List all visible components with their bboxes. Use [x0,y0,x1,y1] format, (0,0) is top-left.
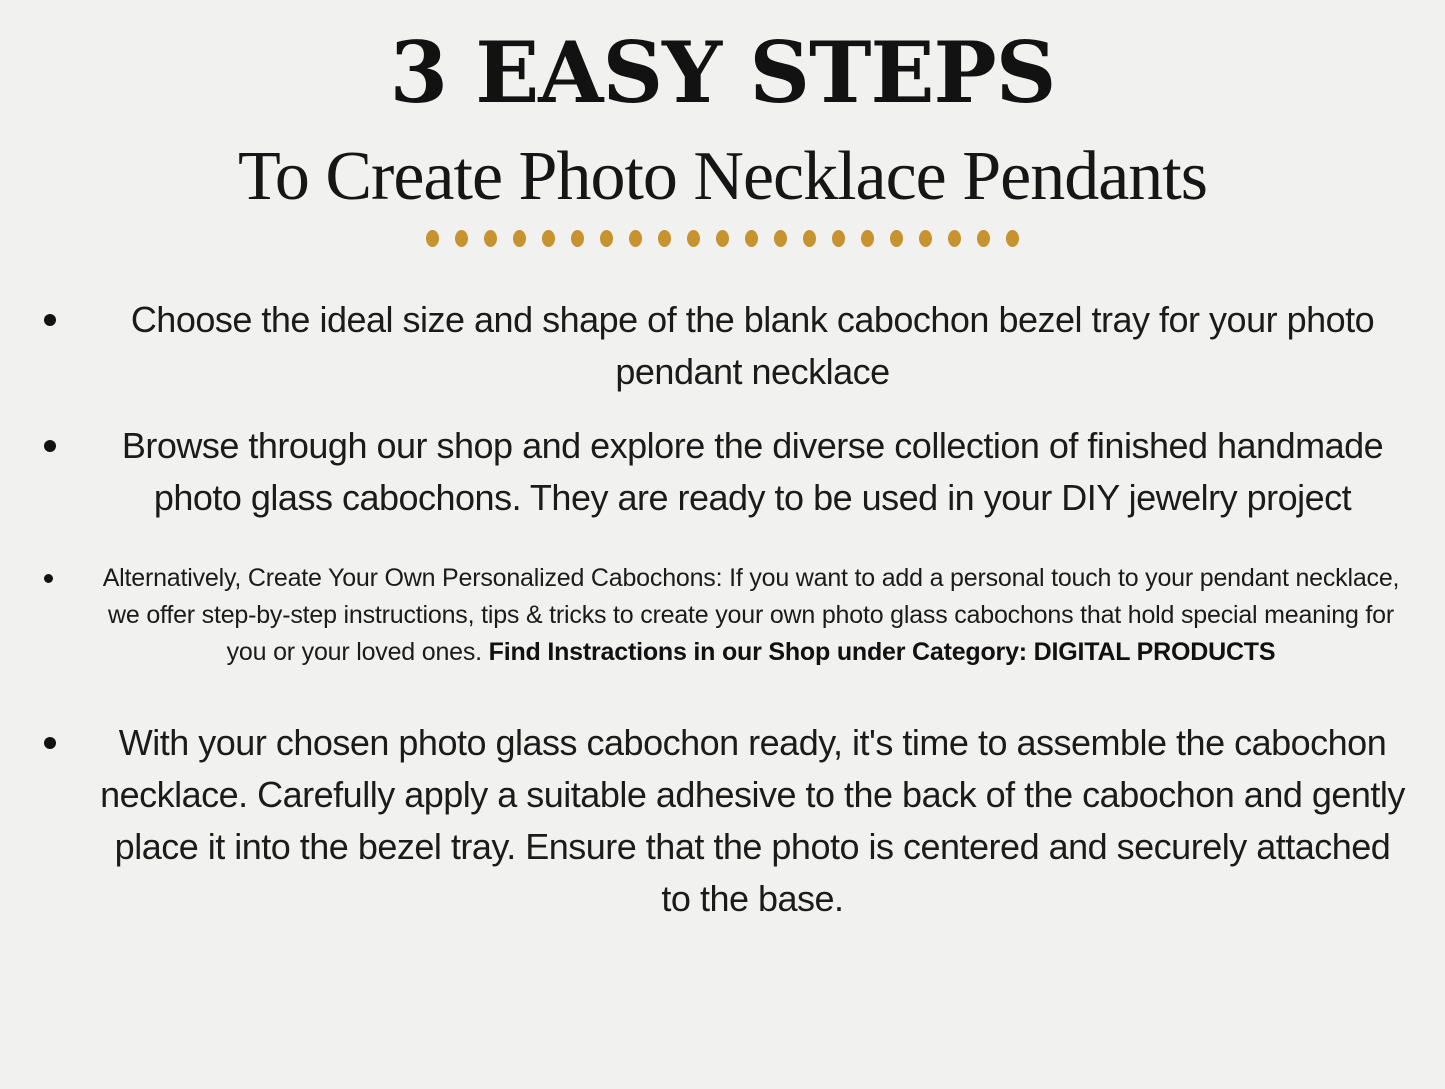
divider-dot [803,230,816,247]
divider-dot [629,230,642,247]
page-header [0,0,1445,248]
step-text-main: With your chosen photo glass cabochon ready, it's time to assemble the cabochon necklace. Carefully apply a suitable adhesive to the back of the cabochon and gently place it into the bezel tray. Ensure that the photo is centered and securely attached to the base. [100,722,1405,920]
step-text-main: Choose the ideal size and shape of the blank cabochon bezel tray for your photo pendant necklace [130,299,1375,393]
divider-dot [1006,230,1019,247]
divider-dot [513,230,526,247]
bullet-icon [44,574,53,583]
step-item-3 [36,560,1409,671]
page-subtitle: To Create Photo Necklace Pendants [237,138,1207,216]
divider-dot [600,230,613,247]
divider-dot [484,230,497,247]
divider-dot [948,230,961,247]
step-text-main: Alternatively, Create Your Own Personalized Cabochons: If you want to add a personal touch to your pendant necklace, we offer step-by-step instructions, tips & tricks to create your own photo glass cabochons that hold special meaning for you or your loved ones. [102,564,1400,667]
step-item-2 [36,420,1409,524]
bullet-icon [44,314,56,326]
step-text [96,717,1409,925]
page-title: 3 EASY STEPS [389,23,1056,122]
step-item-4 [36,717,1409,925]
step-text-bold: Find Instractions in our Shop under Category: DIGITAL PRODUCTS [488,638,1276,667]
dots-divider [0,228,1445,248]
bullet-icon [44,440,56,452]
divider-dot [658,230,671,247]
bullet-icon [44,737,56,749]
step-text [93,560,1409,671]
step-text [96,420,1409,524]
divider-dot [687,230,700,247]
divider-dot [455,230,468,247]
divider-dot [861,230,874,247]
divider-dot [977,230,990,247]
step-text-main: Browse through our shop and explore the diverse collection of finished handmade photo glass cabochons. They are ready to be used in your DIY jewelry project [121,425,1384,519]
divider-dot [919,230,932,247]
divider-dot [571,230,584,247]
divider-dot [716,230,729,247]
step-text [96,294,1409,398]
divider-dot [745,230,758,247]
divider-dot [542,230,555,247]
divider-dot [890,230,903,247]
divider-dot [774,230,787,247]
step-item-1 [36,294,1409,398]
divider-dot [832,230,845,247]
steps-list [0,294,1445,925]
divider-dot [426,230,439,247]
